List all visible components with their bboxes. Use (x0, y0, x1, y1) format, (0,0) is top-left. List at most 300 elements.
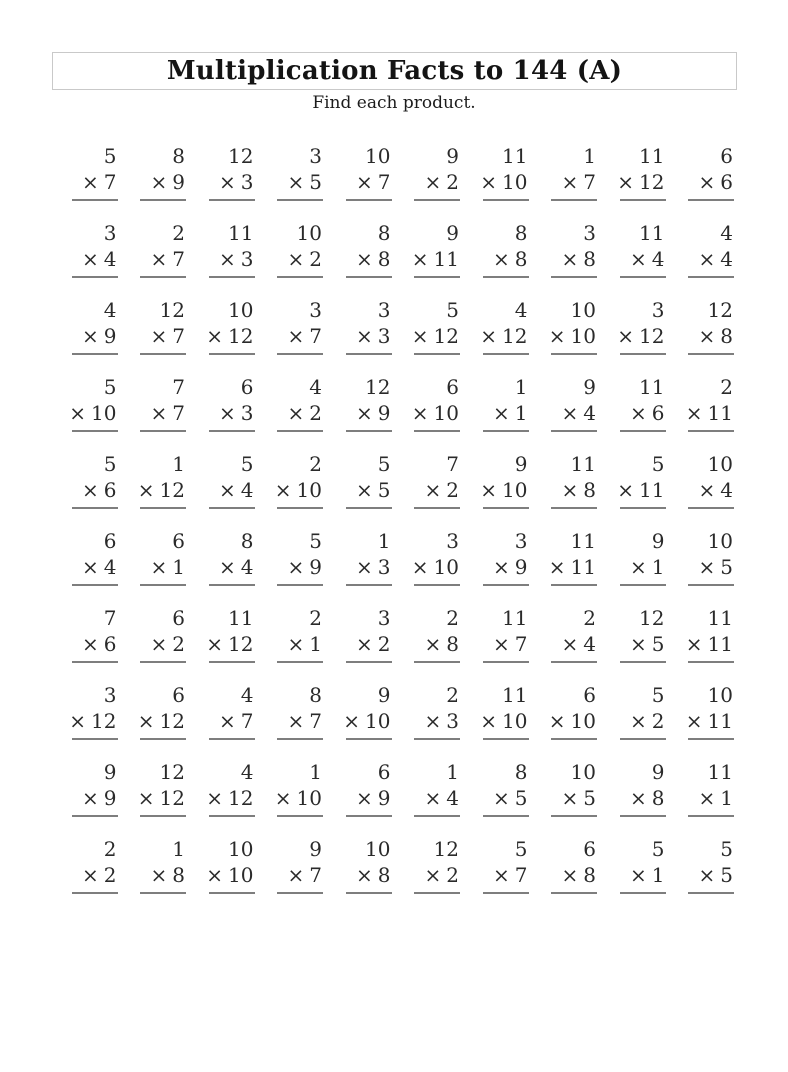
multiplicand: 9 (446, 144, 459, 168)
multiplicand: 10 (228, 298, 254, 322)
multiplication-problem (395, 759, 464, 836)
multiplicand: 9 (651, 529, 665, 553)
multiplicand: 2 (172, 221, 185, 245)
multiplier: 6 (103, 478, 117, 502)
answer-space (600, 663, 669, 682)
multiply-sign: × (630, 709, 647, 733)
answer-space (463, 894, 532, 913)
multiplier: 4 (240, 478, 254, 502)
multiply-sign: × (698, 555, 716, 579)
multiplication-problem (669, 374, 738, 451)
multiplier-row (688, 323, 734, 349)
answer-space (395, 894, 464, 913)
multiplicand: 5 (103, 144, 117, 168)
multiplier-row (620, 554, 666, 580)
multiply-sign: × (698, 247, 716, 271)
multiplier-row (685, 631, 734, 657)
multiplication-problem (52, 374, 121, 451)
answer-space (52, 432, 121, 451)
multiplicand: 4 (720, 221, 733, 245)
multiplication-problem (258, 143, 327, 220)
multiplicand: 6 (377, 760, 391, 784)
multiplier: 10 (570, 324, 596, 348)
answer-space (258, 586, 327, 605)
answer-space (189, 740, 258, 759)
multiplicand: 5 (651, 837, 665, 861)
problem-body (346, 836, 392, 894)
multiply-sign: × (219, 478, 236, 502)
problem-body (551, 374, 597, 432)
multiply-sign: × (548, 709, 566, 733)
multiplier-row (140, 246, 186, 272)
multiplier: 3 (377, 555, 391, 579)
multiplicand: 6 (446, 375, 459, 399)
multiplier-row (688, 785, 734, 811)
multiplier-row (277, 246, 323, 272)
multiplier: 9 (103, 324, 117, 348)
multiplicand: 12 (433, 837, 459, 861)
multiplier-row (414, 862, 460, 888)
multiplication-problem (326, 605, 395, 682)
multiplier-row (277, 631, 323, 657)
problem-body (414, 451, 460, 509)
multiplier: 5 (651, 632, 665, 656)
problem-body (620, 528, 666, 586)
multiplier-row (483, 862, 529, 888)
problem-body (620, 374, 666, 432)
multiplicand: 8 (514, 221, 528, 245)
problem-body (548, 528, 597, 586)
multiplication-problem (669, 759, 738, 836)
multiplier: 5 (514, 786, 528, 810)
multiplier-row (414, 169, 460, 195)
multiplier-row (72, 477, 118, 503)
multiplier: 10 (502, 478, 528, 502)
multiplier-row (346, 631, 392, 657)
multiplier: 8 (720, 324, 733, 348)
multiplier-row (548, 708, 597, 734)
multiplication-problem (600, 297, 669, 374)
answer-space (395, 740, 464, 759)
multiply-sign: × (480, 478, 498, 502)
answer-space (600, 740, 669, 759)
multiplication-problem (121, 759, 190, 836)
multiplier-row (480, 323, 529, 349)
multiplication-problem (600, 836, 669, 913)
multiplication-problem (395, 297, 464, 374)
answer-space (395, 355, 464, 374)
multiply-sign: × (561, 786, 579, 810)
multiply-sign: × (82, 478, 99, 502)
multiplication-problem (189, 528, 258, 605)
multiplier: 10 (502, 170, 528, 194)
problem-body (414, 143, 460, 201)
multiply-sign: × (150, 863, 168, 887)
multiplication-problem (532, 605, 601, 682)
multiplier-row (206, 631, 255, 657)
multiplier-row (209, 477, 255, 503)
multiplier: 8 (583, 247, 596, 271)
answer-space (258, 201, 327, 220)
multiplier: 1 (651, 555, 665, 579)
multiply-sign: × (219, 709, 236, 733)
multiplicand: 5 (309, 529, 322, 553)
problem-body (72, 220, 118, 278)
multiply-sign: × (356, 401, 373, 425)
multiplication-problem (326, 374, 395, 451)
multiplier: 11 (570, 555, 596, 579)
multiply-sign: × (287, 863, 305, 887)
multiplier: 4 (720, 247, 733, 271)
multiplier: 5 (720, 555, 733, 579)
multiplier: 12 (228, 632, 254, 656)
multiplication-problem (121, 220, 190, 297)
answer-space (189, 817, 258, 836)
answer-space (189, 894, 258, 913)
multiplication-problem (532, 759, 601, 836)
multiply-sign: × (69, 709, 87, 733)
multiply-sign: × (561, 401, 579, 425)
answer-space (258, 355, 327, 374)
multiply-sign: × (561, 632, 579, 656)
multiply-sign: × (561, 478, 579, 502)
answer-space (258, 509, 327, 528)
multiply-sign: × (698, 324, 716, 348)
multiplier-row (209, 246, 255, 272)
multiplicand: 9 (446, 221, 459, 245)
multiplication-problem (326, 528, 395, 605)
answer-space (395, 817, 464, 836)
multiplicand: 3 (583, 221, 596, 245)
problem-body (277, 220, 323, 278)
multiplier: 4 (446, 786, 459, 810)
multiplication-problem (395, 143, 464, 220)
multiplicand: 2 (309, 452, 322, 476)
multiplier: 7 (583, 170, 596, 194)
multiplier-row (69, 400, 118, 426)
multiplicand: 1 (446, 760, 459, 784)
multiplier-row (617, 323, 666, 349)
multiply-sign: × (424, 709, 442, 733)
multiplication-problem (532, 836, 601, 913)
multiplier: 7 (240, 709, 254, 733)
multiplier-row (140, 554, 186, 580)
multiplier: 12 (228, 786, 254, 810)
problem-body (277, 297, 323, 355)
multiplier: 9 (103, 786, 117, 810)
answer-space (395, 663, 464, 682)
multiplier-row (414, 631, 460, 657)
multiply-sign: × (617, 478, 635, 502)
worksheet-header (0, 52, 788, 114)
multiplication-problem (326, 297, 395, 374)
multiply-sign: × (411, 247, 429, 271)
multiplication-problem (189, 605, 258, 682)
multiplicand: 11 (707, 606, 733, 630)
answer-space (669, 509, 738, 528)
multiplication-problem (463, 528, 532, 605)
problem-body (346, 451, 392, 509)
multiplicand: 5 (377, 452, 391, 476)
multiply-sign: × (493, 247, 510, 271)
multiplicand: 5 (514, 837, 528, 861)
multiplier-row (688, 862, 734, 888)
answer-space (258, 894, 327, 913)
answer-space (326, 817, 395, 836)
problem-body (551, 836, 597, 894)
multiplier: 7 (309, 863, 322, 887)
multiply-sign: × (493, 632, 510, 656)
multiplier: 8 (514, 247, 528, 271)
multiplier-row (688, 246, 734, 272)
multiplication-problem (326, 220, 395, 297)
multiply-sign: × (685, 632, 703, 656)
multiply-sign: × (630, 555, 647, 579)
answer-space (532, 509, 601, 528)
multiplier-row (483, 400, 529, 426)
multiplicand: 6 (240, 375, 254, 399)
multiply-sign: × (493, 863, 510, 887)
multiply-sign: × (82, 555, 99, 579)
multiplier-row (411, 400, 460, 426)
problem-body (140, 528, 186, 586)
problem-row (52, 605, 737, 682)
multiplicand: 9 (309, 837, 322, 861)
problem-body (69, 374, 118, 432)
multiplier-row (620, 708, 666, 734)
problem-body (346, 605, 392, 663)
problem-body (551, 605, 597, 663)
instructions-text: Find each product. (312, 93, 476, 113)
multiplicand: 4 (103, 298, 117, 322)
multiplication-problem (463, 836, 532, 913)
multiply-sign: × (617, 170, 635, 194)
multiply-sign: × (548, 555, 566, 579)
multiplication-problem (669, 220, 738, 297)
problem-body (483, 220, 529, 278)
multiplicand: 3 (377, 606, 391, 630)
multiplier: 5 (583, 786, 596, 810)
multiplier-row (72, 323, 118, 349)
multiplier: 11 (639, 478, 665, 502)
multiplicand: 10 (707, 452, 733, 476)
multiplier: 4 (240, 555, 254, 579)
answer-space (600, 586, 669, 605)
problem-body (277, 605, 323, 663)
problem-body (551, 143, 597, 201)
multiplication-problem (463, 143, 532, 220)
multiplier: 2 (446, 170, 459, 194)
multiply-sign: × (561, 170, 579, 194)
multiplier: 10 (502, 709, 528, 733)
multiplier-row (343, 708, 392, 734)
answer-space (600, 278, 669, 297)
multiplier: 6 (720, 170, 733, 194)
problem-body (480, 682, 529, 740)
multiplicand: 6 (583, 837, 596, 861)
problem-body (72, 528, 118, 586)
multiplier: 3 (446, 709, 459, 733)
answer-space (189, 663, 258, 682)
answer-space (532, 432, 601, 451)
multiply-sign: × (219, 247, 236, 271)
problem-body (617, 143, 666, 201)
multiplier-row (277, 708, 323, 734)
answer-space (258, 432, 327, 451)
multiplicand: 11 (228, 221, 254, 245)
problem-body (617, 451, 666, 509)
multiplier-row (414, 708, 460, 734)
multiplier-row (209, 169, 255, 195)
multiply-sign: × (548, 324, 566, 348)
problem-body (277, 836, 323, 894)
answer-space (669, 278, 738, 297)
multiply-sign: × (150, 247, 168, 271)
multiplication-problem (669, 836, 738, 913)
multiplicand: 2 (446, 606, 459, 630)
multiply-sign: × (82, 170, 99, 194)
multiplier: 6 (103, 632, 117, 656)
multiplication-problem (395, 682, 464, 759)
answer-space (52, 509, 121, 528)
multiplicand: 9 (583, 375, 596, 399)
multiplication-problem (189, 836, 258, 913)
multiply-sign: × (287, 555, 305, 579)
answer-space (52, 817, 121, 836)
multiplicand: 11 (639, 375, 665, 399)
multiply-sign: × (411, 401, 429, 425)
multiplication-problem (600, 759, 669, 836)
problem-body (346, 374, 392, 432)
problem-body (209, 143, 255, 201)
multiplication-problem (463, 451, 532, 528)
multiplicand: 11 (228, 606, 254, 630)
multiply-sign: × (698, 786, 716, 810)
multiplication-problem (258, 374, 327, 451)
multiply-sign: × (685, 401, 703, 425)
multiplier-row (346, 862, 392, 888)
multiply-sign: × (150, 170, 168, 194)
multiplication-problem (258, 682, 327, 759)
answer-space (669, 817, 738, 836)
multiplication-problem (463, 682, 532, 759)
problem-body (346, 220, 392, 278)
problem-body (72, 605, 118, 663)
multiplier-row (620, 785, 666, 811)
problem-body (209, 528, 255, 586)
problem-row (52, 759, 737, 836)
problem-body (617, 297, 666, 355)
multiplicand: 5 (651, 452, 665, 476)
page-title: Multiplication Facts to 144 (A) (166, 56, 623, 86)
multiplication-problem (189, 297, 258, 374)
multiplier-row (551, 169, 597, 195)
multiply-sign: × (424, 786, 442, 810)
answer-space (600, 509, 669, 528)
multiply-sign: × (82, 324, 99, 348)
multiply-sign: × (480, 709, 498, 733)
multiplication-problem (532, 143, 601, 220)
multiplier: 5 (377, 478, 391, 502)
multiplication-problem (189, 143, 258, 220)
multiplier: 11 (707, 632, 733, 656)
multiplicand: 10 (228, 837, 254, 861)
multiplication-problem (52, 682, 121, 759)
multiplication-problem (532, 682, 601, 759)
multiplication-problem (52, 220, 121, 297)
multiplier: 3 (240, 170, 254, 194)
multiplier-row (483, 246, 529, 272)
multiplication-problem (258, 759, 327, 836)
answer-space (52, 663, 121, 682)
multiplier-row (551, 477, 597, 503)
answer-space (532, 740, 601, 759)
multiplicand: 1 (377, 529, 391, 553)
answer-space (669, 586, 738, 605)
answer-space (600, 432, 669, 451)
multiplicand: 6 (172, 529, 185, 553)
problem-row (52, 836, 737, 913)
multiplier-row (277, 862, 323, 888)
answer-space (600, 355, 669, 374)
multiply-sign: × (698, 863, 716, 887)
multiplier-row (209, 708, 255, 734)
multiply-sign: × (287, 247, 305, 271)
multiply-sign: × (137, 478, 155, 502)
problem-body (620, 220, 666, 278)
multiplier: 8 (377, 863, 391, 887)
multiplier: 12 (159, 709, 185, 733)
problem-row (52, 682, 737, 759)
answer-space (121, 586, 190, 605)
multiplication-problem (395, 836, 464, 913)
multiplier: 5 (720, 863, 733, 887)
answer-space (395, 586, 464, 605)
answer-space (52, 278, 121, 297)
multiplier: 10 (296, 786, 322, 810)
multiply-sign: × (356, 478, 373, 502)
answer-space (258, 278, 327, 297)
problem-body (483, 759, 529, 817)
multiply-sign: × (561, 863, 579, 887)
multiply-sign: × (82, 247, 99, 271)
problem-body (69, 682, 118, 740)
multiplication-problem (669, 297, 738, 374)
multiplier: 12 (228, 324, 254, 348)
multiplication-problem (669, 451, 738, 528)
multiplier-row (140, 631, 186, 657)
multiplier: 7 (377, 170, 391, 194)
multiplication-problem (395, 605, 464, 682)
multiplier-row (551, 862, 597, 888)
problem-body (414, 682, 460, 740)
multiplicand: 11 (707, 760, 733, 784)
problem-body (277, 143, 323, 201)
multiplier-row (277, 169, 323, 195)
multiplier-row (137, 785, 186, 811)
multiplication-problem (121, 374, 190, 451)
multiplier-row (206, 323, 255, 349)
answer-space (463, 509, 532, 528)
problem-body (206, 605, 255, 663)
multiplier: 1 (720, 786, 733, 810)
multiplier-row (548, 323, 597, 349)
answer-space (121, 355, 190, 374)
multiply-sign: × (287, 401, 305, 425)
multiplier-row (411, 323, 460, 349)
multiplicand: 10 (707, 683, 733, 707)
multiplier: 9 (377, 401, 391, 425)
